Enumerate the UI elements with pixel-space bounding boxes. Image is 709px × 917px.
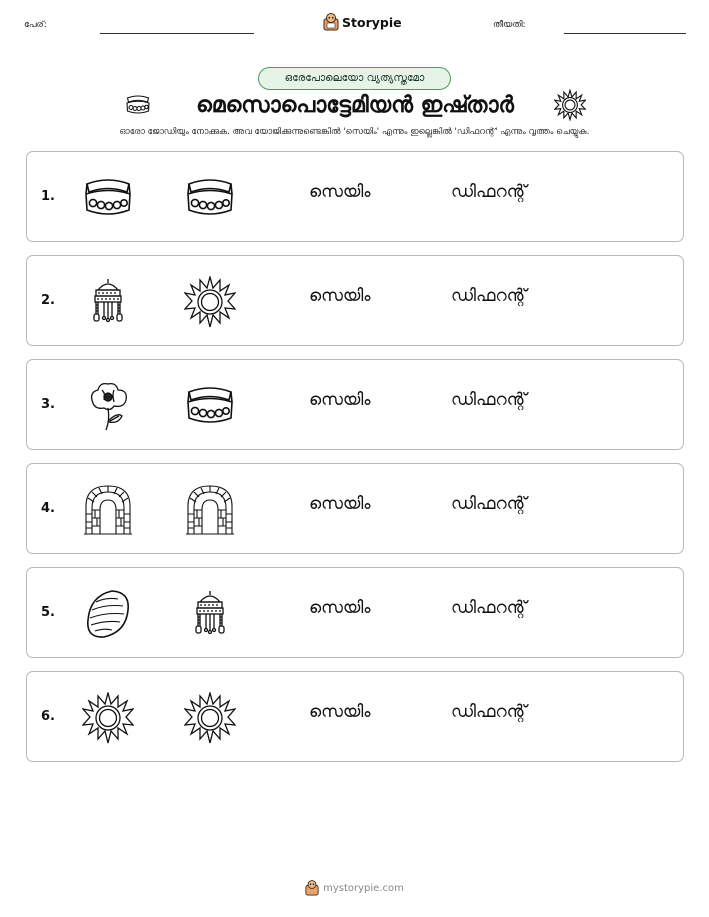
worksheet-type-badge: ഒരേപോലെയോ വ്യത്യസ്തമോ xyxy=(258,67,451,90)
ring-icon xyxy=(122,92,154,118)
footer-url[interactable]: mystorypie.com xyxy=(323,882,404,894)
logo-mascot-icon xyxy=(323,13,339,31)
page-title: മെസൊപൊട്ടേമിയൻ ഇഷ്താർ xyxy=(196,93,514,118)
same-option[interactable]: സെയിം xyxy=(309,494,371,514)
different-option[interactable]: ഡിഫറന്റ് xyxy=(451,598,527,618)
same-option[interactable]: സെയിം xyxy=(309,702,371,722)
gate-icon xyxy=(82,484,134,536)
gate-icon xyxy=(184,484,236,536)
same-option[interactable]: സെയിം xyxy=(309,390,371,410)
sun-icon xyxy=(184,692,236,744)
ring-icon xyxy=(184,380,236,432)
headdress-icon xyxy=(82,276,134,328)
question-row xyxy=(26,151,684,242)
brand-name: Storypie xyxy=(342,14,402,30)
date-line[interactable] xyxy=(564,33,686,34)
sun-icon xyxy=(184,276,236,328)
different-option[interactable]: ഡിഫറന്റ് xyxy=(451,182,527,202)
question-number: 5. xyxy=(41,605,55,620)
clay-tablet-icon xyxy=(82,588,134,640)
question-row xyxy=(26,255,684,346)
question-number: 1. xyxy=(41,189,55,204)
same-option[interactable]: സെയിം xyxy=(309,598,371,618)
question-number: 4. xyxy=(41,501,55,516)
question-row xyxy=(26,567,684,658)
different-option[interactable]: ഡിഫറന്റ് xyxy=(451,286,527,306)
question-row xyxy=(26,463,684,554)
question-row xyxy=(26,671,684,762)
headdress-icon xyxy=(184,588,236,640)
flower-icon xyxy=(82,380,134,432)
sun-icon xyxy=(82,692,134,744)
date-label: തീയതി: xyxy=(493,20,526,30)
question-row xyxy=(26,359,684,450)
different-option[interactable]: ഡിഫറന്റ് xyxy=(451,494,527,514)
ring-icon xyxy=(82,172,134,224)
instructions: ഓരോ ജോഡിയും നോക്കുക. അവ യോജിക്കുന്നുണ്ടെങ്കിൽ 'സെയിം' എന്നും ഇല്ലെങ്കിൽ 'ഡിഫറന്റ്' എന്നും വൃത്തം ചെയ്യുക. xyxy=(119,127,590,137)
same-option[interactable]: സെയിം xyxy=(309,182,371,202)
footer xyxy=(0,880,709,896)
footer-logo-icon xyxy=(305,880,319,896)
ring-icon xyxy=(184,172,236,224)
sun-icon xyxy=(554,89,586,121)
question-number: 6. xyxy=(41,709,55,724)
different-option[interactable]: ഡിഫറന്റ് xyxy=(451,390,527,410)
name-label: പേര്: xyxy=(24,20,47,30)
different-option[interactable]: ഡിഫറന്റ് xyxy=(451,702,527,722)
question-number: 3. xyxy=(41,397,55,412)
storypie-logo xyxy=(323,13,402,31)
same-option[interactable]: സെയിം xyxy=(309,286,371,306)
name-line[interactable] xyxy=(100,33,254,34)
question-number: 2. xyxy=(41,293,55,308)
